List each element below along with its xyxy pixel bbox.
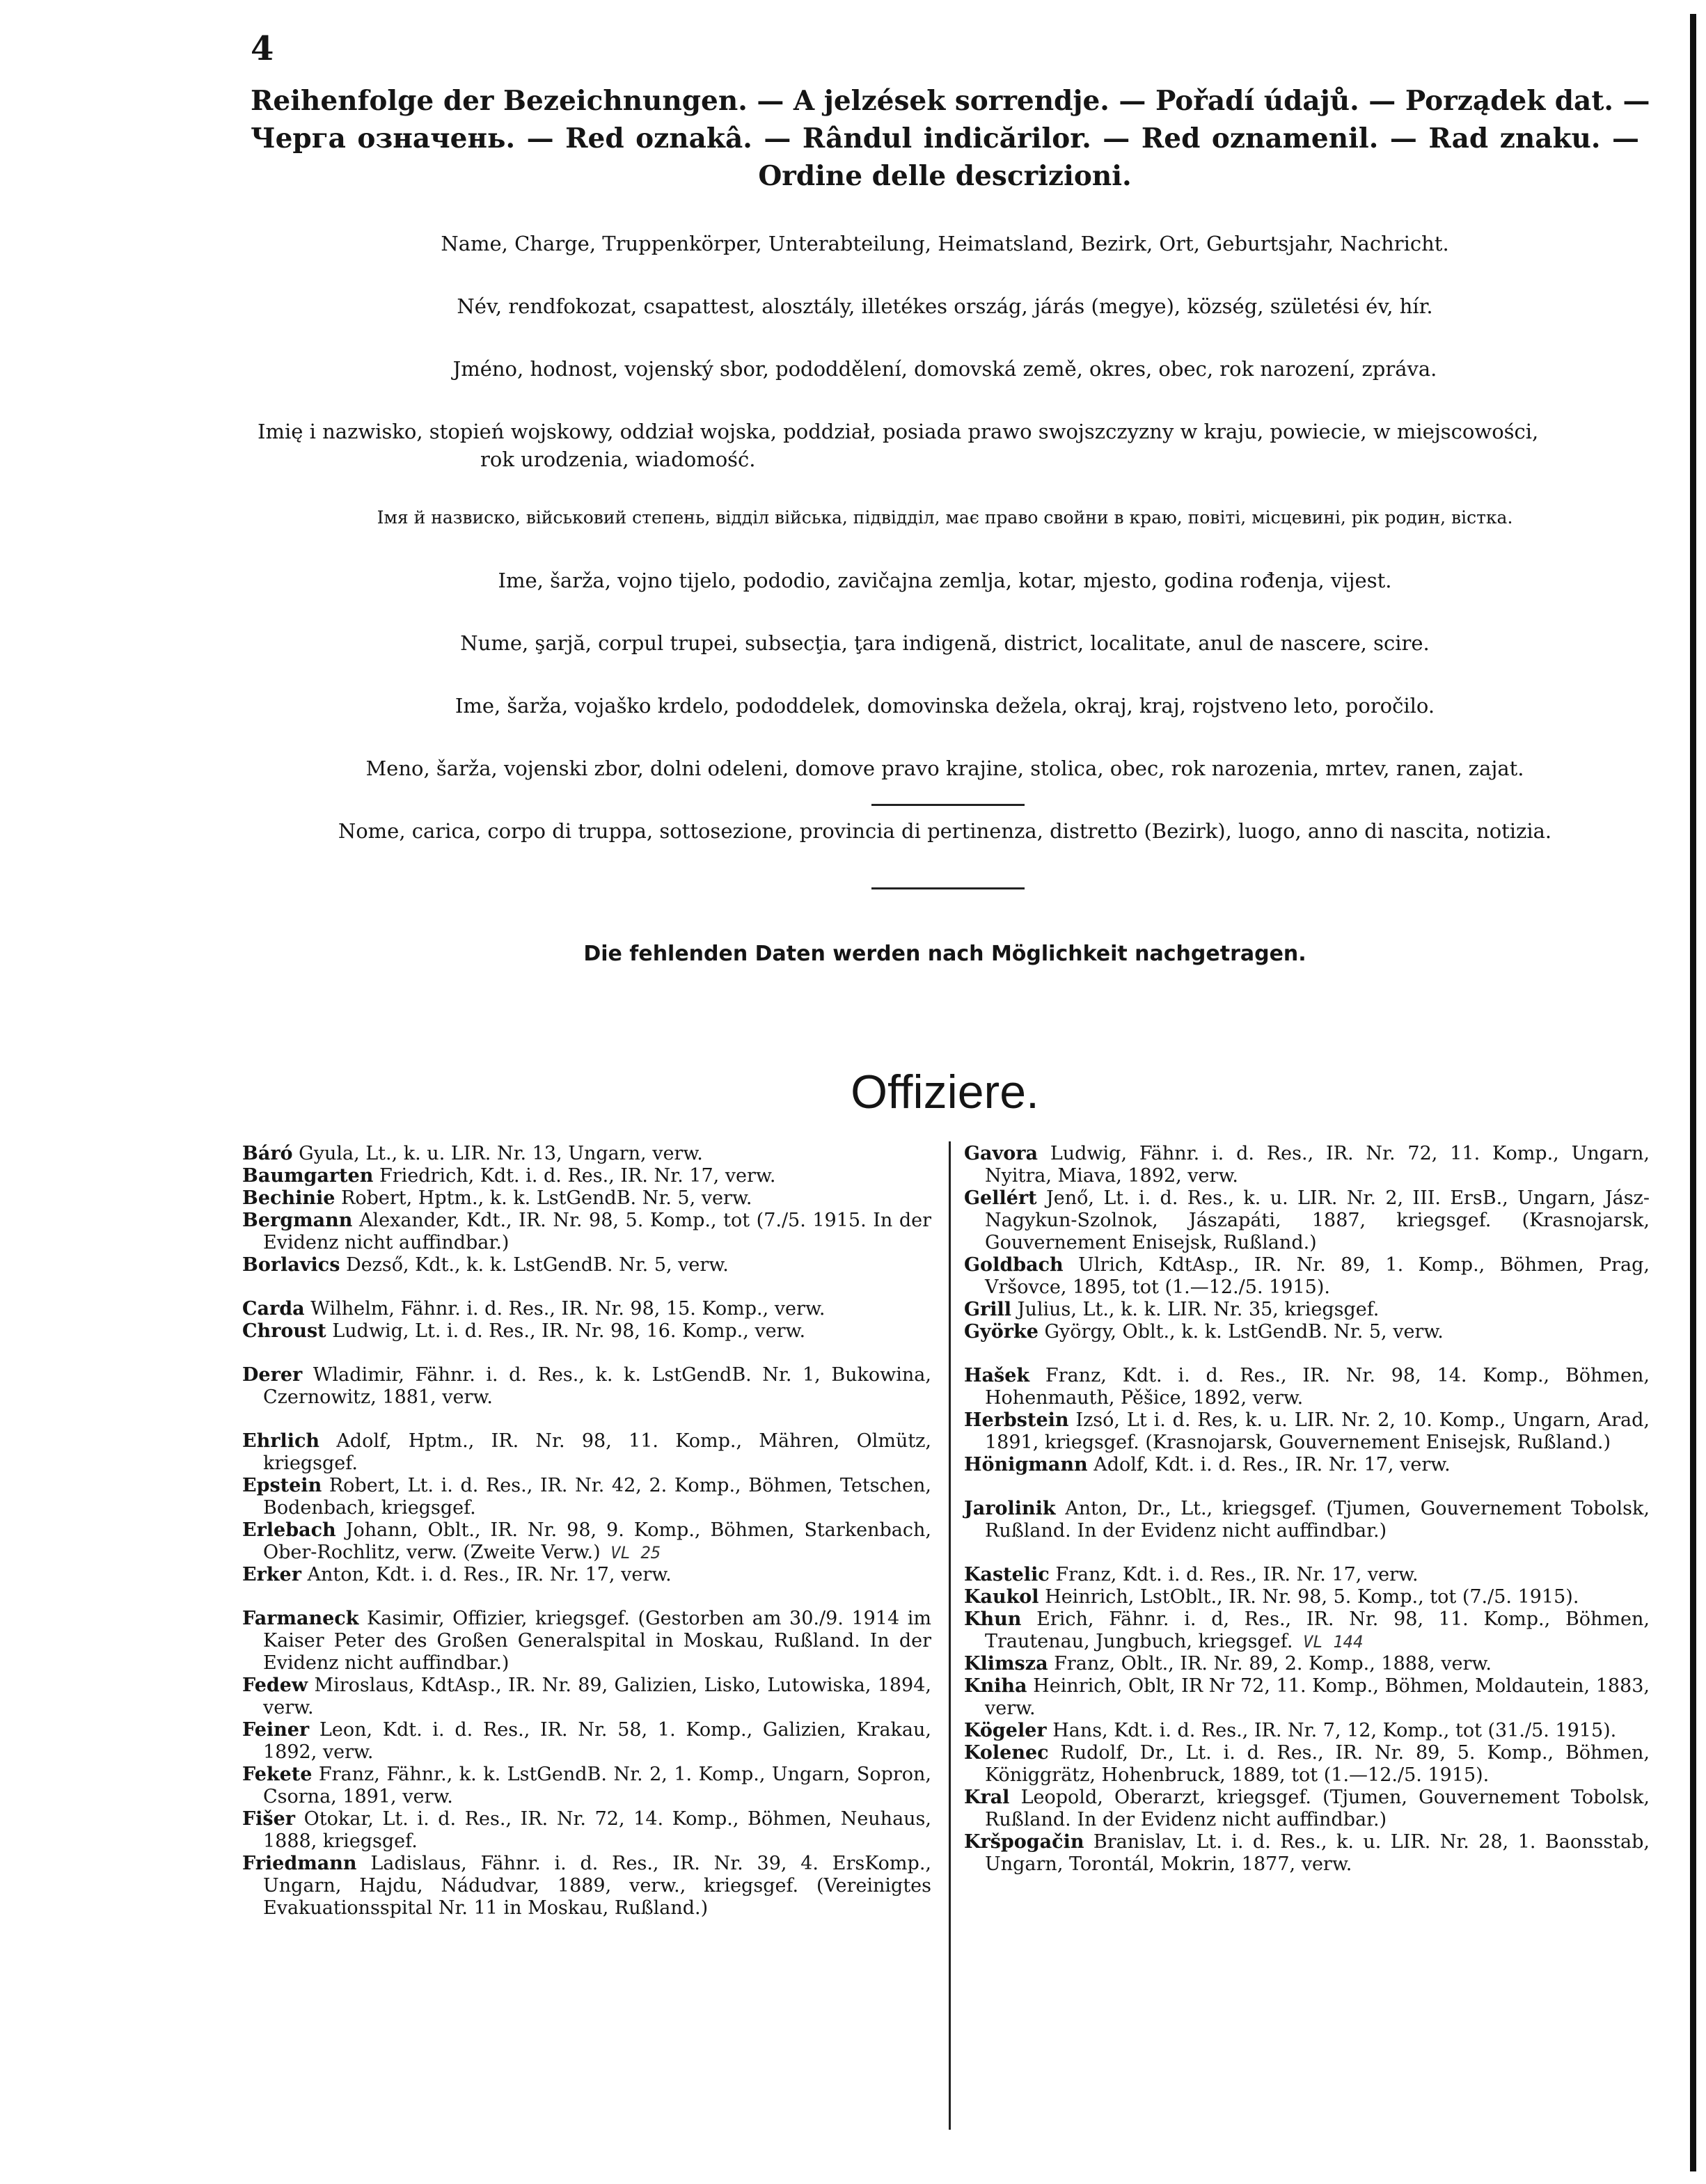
- officer-surname: Kršpogačin: [964, 1831, 1084, 1853]
- officer-surname: Friedmann: [242, 1853, 357, 1874]
- officer-entry: [242, 1210, 931, 1254]
- officer-entry: [242, 1808, 931, 1853]
- officer-surname: Kolenec: [964, 1742, 1049, 1764]
- format-line-pl-2: rok urodzenia, wiadomość.: [480, 448, 756, 471]
- officer-surname: Epstein: [242, 1475, 322, 1496]
- officer-details: György, Oblt., k. k. LstGendB. Nr. 5, verw.: [1038, 1321, 1444, 1343]
- officer-details: Franz, Fähnr., k. k. LstGendB. Nr. 2, 1. Komp., Ungarn, Sopron, Csorna, 1891, verw.: [263, 1764, 931, 1807]
- officer-entry: [964, 1675, 1650, 1720]
- format-line-it: Nome, carica, corpo di truppa, sottosezione, provincia di pertinenza, distretto (Bezirk), luogo, anno di nascita, notizia.: [338, 819, 1552, 843]
- officer-entry: [964, 1187, 1650, 1254]
- officer-surname: Fišer: [242, 1808, 296, 1830]
- officer-surname: Kögeler: [964, 1720, 1047, 1741]
- officer-surname: Kral: [964, 1787, 1010, 1808]
- officer-entry: [242, 1719, 931, 1764]
- officer-surname: Kniha: [964, 1675, 1027, 1697]
- officer-details: Ladislaus, Fähnr. i. d. Res., IR. Nr. 39, 4. ErsKomp., Ungarn, Hajdu, Nádudvar, 1889, verw., kriegsgef. (Vereinigtes Evakuationsspital Nr. 11 in Moskau, Rußland.): [263, 1853, 931, 1919]
- section-title: Offiziere.: [851, 1066, 1039, 1118]
- officer-details: Franz, Oblt., IR. Nr. 89, 2. Komp., 1888, verw.: [1048, 1653, 1492, 1675]
- officer-details: Miroslaus, KdtAsp., IR. Nr. 89, Galizien, Lisko, Lutowiska, 1894, verw.: [263, 1675, 931, 1718]
- officer-details: Anton, Kdt. i. d. Res., IR. Nr. 17, verw.: [301, 1564, 672, 1585]
- officer-surname: Borlavics: [242, 1254, 340, 1276]
- officer-details: Alexander, Kdt., IR. Nr. 98, 5. Komp., tot (7./5. 1915. In der Evidenz nicht auffindbar.): [263, 1210, 931, 1253]
- officer-surname: Farmaneck: [242, 1608, 359, 1629]
- format-line-cs: Jméno, hodnost, vojenský sbor, pododdělení, domovská země, okres, obec, rok narození, zpráva.: [452, 357, 1437, 381]
- format-line-pl: [251, 418, 1639, 473]
- officer-details: Johann, Oblt., IR. Nr. 98, 9. Komp., Böhmen, Starkenbach, Ober-Rochlitz, verw. (Zweite Verw.): [263, 1519, 931, 1563]
- format-descriptions: [251, 230, 1639, 845]
- officer-entry: [964, 1143, 1650, 1187]
- officer-details: Rudolf, Dr., Lt. i. d. Res., IR. Nr. 89, 5. Komp., Böhmen, Königgrätz, Hohenbruck, 1889, tot (1.—12./5. 1915).: [985, 1742, 1650, 1786]
- format-line-uk: Імя й назвиско, військовий степень, відділ війська, підвідділ, має право свойни в краю, повіті, місцевині, рік родин, вістка.: [377, 507, 1513, 528]
- format-line-sk: Meno, šarža, vojenski zbor, dolni odeleni, domove pravo krajine, stolica, obec, rok narozenia, mrtev, ranen, zajat.: [365, 757, 1524, 780]
- officer-surname: Kaukol: [964, 1586, 1039, 1608]
- officer-entry: [242, 1564, 931, 1586]
- officer-details: Erich, Fähnr. i. d, Res., IR. Nr. 98, 11. Komp., Böhmen, Trautenau, Jungbuch, kriegsgef.: [985, 1608, 1650, 1652]
- officer-entry: [242, 1675, 931, 1719]
- officer-entry: [964, 1299, 1650, 1321]
- format-line-sl: Ime, šarža, vojaško krdelo, pododdelek, domovinska dežela, okraj, kraj, rojstveno leto, poročilo.: [455, 694, 1435, 718]
- left-column: [242, 1143, 931, 1920]
- page-number: 4: [251, 29, 274, 68]
- officer-surname: Hönigmann: [964, 1454, 1088, 1475]
- officer-surname: Carda: [242, 1298, 305, 1320]
- officer-entry: [964, 1254, 1650, 1299]
- officer-entry: [964, 1321, 1650, 1343]
- format-line-de: Name, Charge, Truppenkörper, Unterabteilung, Heimatsland, Bezirk, Ort, Geburtsjahr, Nachricht.: [441, 232, 1449, 255]
- officer-entry: [964, 1720, 1650, 1742]
- divider-rule: [871, 887, 1025, 889]
- officer-details: Jenő, Lt. i. d. Res., k. u. LIR. Nr. 2, III. ErsB., Ungarn, Jász-Nagykun-Szolnok, Jászapáti, 1887, kriegsgef. (Krasnojarsk, Gouvernement Enisejsk, Rußland.): [985, 1187, 1650, 1253]
- officer-details: Adolf, Kdt. i. d. Res., IR. Nr. 17, verw.: [1087, 1454, 1451, 1475]
- header-line: Ordine delle descrizioni.: [758, 160, 1132, 192]
- officer-entry: [964, 1787, 1650, 1831]
- officer-entry: [242, 1254, 931, 1276]
- officer-entry: [964, 1742, 1650, 1787]
- officer-details: Friedrich, Kdt. i. d. Res., IR. Nr. 17, verw.: [373, 1165, 776, 1187]
- officer-surname: Bergmann: [242, 1210, 353, 1231]
- officer-surname: Feiner: [242, 1719, 310, 1741]
- format-line-ro: Nume, şarjă, corpul trupei, subsecţia, ţara indigenă, district, localitate, anul de nascere, scire.: [460, 631, 1430, 655]
- officer-surname: Jarolinik: [964, 1498, 1056, 1519]
- officer-surname: Fedew: [242, 1675, 308, 1696]
- officer-details: Ludwig, Fähnr. i. d. Res., IR. Nr. 72, 11. Komp., Ungarn, Nyitra, Miava, 1892, verw.: [985, 1143, 1650, 1187]
- officer-surname: Bechinie: [242, 1187, 335, 1209]
- officer-details: Otokar, Lt. i. d. Res., IR. Nr. 72, 14. Komp., Böhmen, Neuhaus, 1888, kriegsgef.: [263, 1808, 931, 1852]
- officer-surname: Gellért: [964, 1187, 1037, 1209]
- right-column: [964, 1143, 1650, 1876]
- officer-details: Heinrich, LstOblt., IR. Nr. 98, 5. Komp., tot (7./5. 1915).: [1038, 1586, 1579, 1608]
- officer-surname: Ehrlich: [242, 1430, 320, 1452]
- officer-entry: [964, 1409, 1650, 1454]
- officer-entry: [964, 1586, 1650, 1608]
- format-line-hr: Ime, šarža, vojno tijelo, pododio, zavičajna zemlja, kotar, mjesto, godina rođenja, vijest.: [498, 569, 1392, 592]
- officer-surname: Hašek: [964, 1365, 1030, 1386]
- officer-entry: [242, 1187, 931, 1210]
- officer-details: Gyula, Lt., k. u. LIR. Nr. 13, Ungarn, verw.: [292, 1143, 703, 1164]
- officer-surname: Gavora: [964, 1143, 1038, 1164]
- officer-entry: [242, 1475, 931, 1519]
- officer-details: Leopold, Oberarzt, kriegsgef. (Tjumen, Gouvernement Tobolsk, Rußland. In der Evidenz nicht auffindbar.): [985, 1787, 1650, 1830]
- officer-entry: [242, 1764, 931, 1808]
- officer-details: Anton, Dr., Lt., kriegsgef. (Tjumen, Gouvernement Tobolsk, Rußland. In der Evidenz nicht auffindbar.): [985, 1498, 1650, 1542]
- officer-details: Ulrich, KdtAsp., IR. Nr. 89, 1. Komp., Böhmen, Prag, Vršovce, 1895, tot (1.—12./5. 1915).: [985, 1254, 1650, 1298]
- page-edge: [1690, 14, 1696, 2171]
- officer-entry: [242, 1143, 931, 1165]
- officer-surname: Goldbach: [964, 1254, 1064, 1276]
- format-line-pl-1: Imię i nazwisko, stopień wojskowy, oddział wojska, poddział, posiada prawo swojszczyzny w kraju, powiecie, w miejscowości,: [258, 420, 1539, 443]
- officer-surname: Erker: [242, 1564, 301, 1585]
- officer-surname: Khun: [964, 1608, 1022, 1630]
- officer-surname: Fekete: [242, 1764, 313, 1785]
- handwritten-mark: VL 144: [1293, 1632, 1364, 1652]
- officer-entry: [242, 1430, 931, 1475]
- officer-entry: [242, 1519, 931, 1564]
- handwritten-mark: VL 25: [600, 1543, 661, 1562]
- officer-surname: Herbstein: [964, 1409, 1069, 1431]
- officer-details: Robert, Hptm., k. k. LstGendB. Nr. 5, verw.: [335, 1187, 752, 1209]
- header-line: Reihenfolge der Bezeichnungen. — A jelzések sorrendje. — Pořadí údajů. — Porządek dat. —: [251, 85, 1650, 117]
- officer-entry: [964, 1365, 1650, 1409]
- officer-details: Leon, Kdt. i. d. Res., IR. Nr. 58, 1. Komp., Galizien, Krakau, 1892, verw.: [263, 1719, 931, 1763]
- format-line-hu: Név, rendfokozat, csapattest, alosztály, illetékes ország, járás (megye), község, születési év, hír.: [457, 294, 1433, 318]
- divider-rule: [871, 804, 1025, 806]
- column-divider: [949, 1141, 951, 2130]
- officer-entry: [242, 1853, 931, 1920]
- header: [251, 82, 1650, 195]
- officer-entry: [242, 1165, 931, 1187]
- officer-entry: [964, 1831, 1650, 1876]
- officer-surname: Györke: [964, 1321, 1038, 1343]
- officer-details: Robert, Lt. i. d. Res., IR. Nr. 42, 2. Komp., Böhmen, Tetschen, Bodenbach, kriegsgef.: [263, 1475, 931, 1519]
- officer-surname: Grill: [964, 1299, 1012, 1320]
- officer-entry: [242, 1320, 931, 1343]
- officer-surname: Erlebach: [242, 1519, 336, 1541]
- officer-surname: Kastelic: [964, 1564, 1050, 1585]
- officer-entry: [964, 1653, 1650, 1675]
- officer-details: Franz, Kdt. i. d. Res., IR. Nr. 98, 14. Komp., Böhmen, Hohenmauth, Pěšice, 1892, verw.: [985, 1365, 1650, 1409]
- officer-details: Heinrich, Oblt, IR Nr 72, 11. Komp., Böhmen, Moldautein, 1883, verw.: [985, 1675, 1650, 1719]
- officer-entry: [964, 1608, 1650, 1653]
- officer-surname: Baumgarten: [242, 1165, 374, 1187]
- officer-details: Ludwig, Lt. i. d. Res., IR. Nr. 98, 16. Komp., verw.: [326, 1320, 806, 1342]
- officer-entry: [964, 1498, 1650, 1542]
- officer-entry: [964, 1564, 1650, 1586]
- officer-details: Franz, Kdt. i. d. Res., IR. Nr. 17, verw.: [1049, 1564, 1419, 1585]
- missing-data-note: Die fehlenden Daten werden nach Möglichkeit nachgetragen.: [583, 942, 1306, 966]
- officer-surname: Klimsza: [964, 1653, 1048, 1675]
- officer-details: Dezső, Kdt., k. k. LstGendB. Nr. 5, verw.: [340, 1254, 729, 1276]
- officer-details: Adolf, Hptm., IR. Nr. 98, 11. Komp., Mähren, Olmütz, kriegsgef.: [263, 1430, 931, 1474]
- officer-entry: [964, 1454, 1650, 1476]
- officer-details: Wilhelm, Fähnr. i. d. Res., IR. Nr. 98, 15. Komp., verw.: [304, 1298, 826, 1320]
- header-line: Черга означень. — Red oznakâ. — Rândul indicărilor. — Red oznamenil. — Rad znaku. —: [251, 122, 1639, 155]
- officer-details: Branislav, Lt. i. d. Res., k. u. LIR. Nr. 28, 1. Baonsstab, Ungarn, Torontál, Mokrin, 1877, verw.: [985, 1831, 1650, 1875]
- officer-entry: [242, 1298, 931, 1320]
- officer-details: Kasimir, Offizier, kriegsgef. (Gestorben am 30./9. 1914 im Kaiser Peter des Großen Generalspital in Moskau, Rußland. In der Evidenz nicht auffindbar.): [263, 1608, 931, 1674]
- officer-details: Wladimir, Fähnr. i. d. Res., k. k. LstGendB. Nr. 1, Bukowina, Czernowitz, 1881, verw.: [263, 1364, 931, 1408]
- officer-details: Izsó, Lt i. d. Res, k. u. LIR. Nr. 2, 10. Komp., Ungarn, Arad, 1891, kriegsgef. (Krasnojarsk, Gouvernement Enisejsk, Rußland.): [985, 1409, 1650, 1453]
- officer-surname: Báró: [242, 1143, 293, 1164]
- officer-entry: [242, 1364, 931, 1409]
- officer-details: Julius, Lt., k. k. LIR. Nr. 35, kriegsgef.: [1011, 1299, 1380, 1320]
- officer-surname: Chroust: [242, 1320, 326, 1342]
- officer-surname: Derer: [242, 1364, 303, 1386]
- officer-details: Hans, Kdt. i. d. Res., IR. Nr. 7, 12, Komp., tot (31./5. 1915).: [1046, 1720, 1617, 1741]
- officer-entry: [242, 1608, 931, 1675]
